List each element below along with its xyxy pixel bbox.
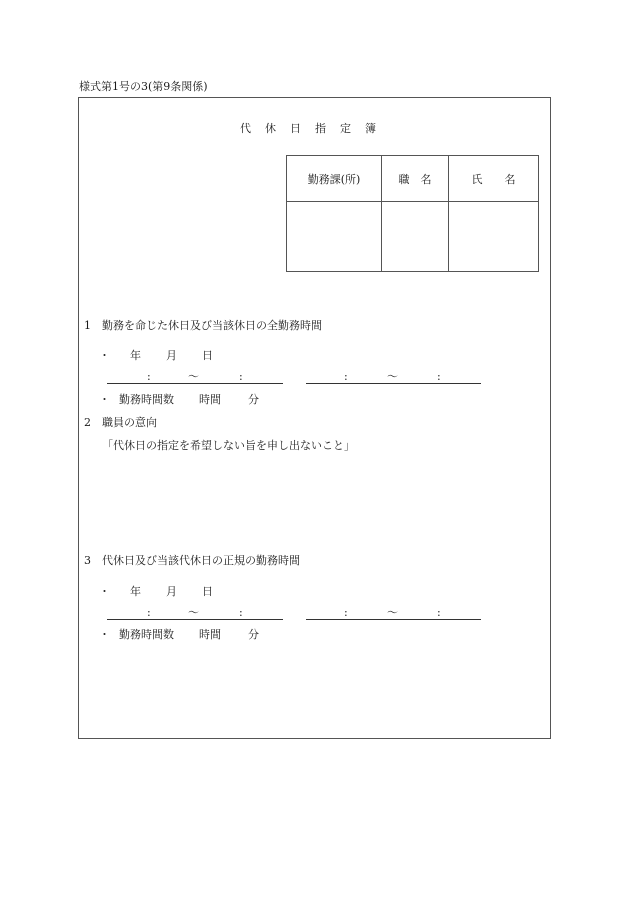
section1-hours-label: 勤務時間数 [119, 393, 174, 406]
section1-hours-bullet: ・ [99, 393, 110, 406]
section1-date-bullet: ・ [99, 349, 110, 362]
department-cell[interactable] [287, 202, 382, 272]
section1-time-line-2[interactable] [306, 383, 481, 384]
section1-time-line-1[interactable] [107, 383, 283, 384]
section3-tilde-2: 〜 [387, 606, 398, 619]
section1-colon-1: : [147, 370, 151, 383]
section3-day: 日 [202, 585, 213, 598]
header-position: 職 名 [382, 156, 449, 202]
section1-tilde-1: 〜 [188, 370, 199, 383]
header-department: 勤務課(所) [287, 156, 382, 202]
section3-hours-bullet: ・ [99, 628, 110, 641]
section3-time-line-2[interactable] [306, 619, 481, 620]
section3-hours-label: 勤務時間数 [119, 628, 174, 641]
section2-statement: 「代休日の指定を希望しない旨を申し出ないこと」 [102, 439, 355, 452]
section3-minutes-unit: 分 [248, 628, 259, 641]
section1-colon-4: : [437, 370, 441, 383]
name-cell[interactable] [449, 202, 539, 272]
section1-tilde-2: 〜 [387, 370, 398, 383]
section3-month: 月 [166, 585, 177, 598]
section3-year: 年 [130, 585, 141, 598]
section3-colon-1: : [147, 606, 151, 619]
form-title: 代休日指定簿 [240, 122, 390, 135]
section1-year: 年 [130, 349, 141, 362]
section3-time-line-1[interactable] [107, 619, 283, 620]
section3-colon-2: : [239, 606, 243, 619]
section1-colon-2: : [239, 370, 243, 383]
section1-day: 日 [202, 349, 213, 362]
section1-month: 月 [166, 349, 177, 362]
section1-colon-3: : [344, 370, 348, 383]
position-cell[interactable] [382, 202, 449, 272]
section3-colon-4: : [437, 606, 441, 619]
section1-heading: 1 勤務を命じた休日及び当該休日の全勤務時間 [84, 319, 322, 332]
signature-table [286, 155, 539, 272]
section3-hours-unit: 時間 [199, 628, 221, 641]
section2-heading: 2 職員の意向 [84, 416, 157, 429]
header-name: 氏 名 [449, 156, 539, 202]
section3-date-bullet: ・ [99, 585, 110, 598]
form-label: 様式第1号の3(第9条関係) [79, 80, 208, 93]
section3-tilde-1: 〜 [188, 606, 199, 619]
section3-heading: 3 代休日及び当該代休日の正規の勤務時間 [84, 554, 300, 567]
section1-hours-unit: 時間 [199, 393, 221, 406]
section1-minutes-unit: 分 [248, 393, 259, 406]
section3-colon-3: : [344, 606, 348, 619]
